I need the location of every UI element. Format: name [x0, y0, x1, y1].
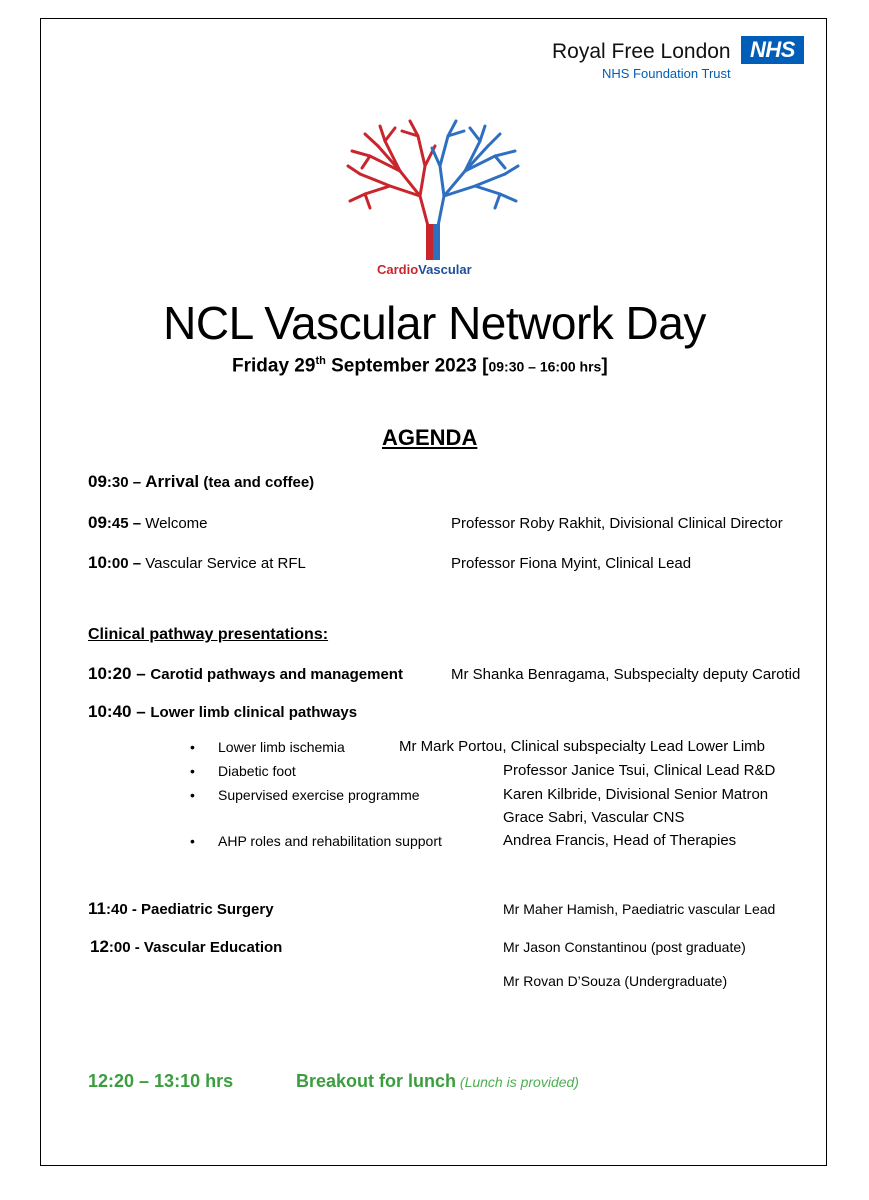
- speaker-paediatric: Mr Maher Hamish, Paediatric vascular Lead: [503, 901, 776, 917]
- heart-shaped-tree-icon: [340, 116, 526, 260]
- speaker-education-2: Mr Rovan D’Souza (Undergraduate): [503, 973, 728, 989]
- speaker-carotid: Mr Shanka Benragama, Subspecialty deputy Carotid: [451, 666, 801, 683]
- speaker-lower-limb-ischemia: Mr Mark Portou, Clinical subspecialty Lead Lower Limb: [399, 738, 765, 755]
- bullet-label: Lower limb ischemia: [218, 739, 345, 755]
- speaker-diabetic-foot: Professor Janice Tsui, Clinical Lead R&D: [503, 762, 776, 779]
- agenda-item-vascular-service: 10:00 – Vascular Service at RFL: [88, 553, 306, 572]
- trust-subtitle: NHS Foundation Trust: [602, 66, 731, 81]
- speaker-education: Mr Jason Constantinou (post graduate): [503, 939, 746, 955]
- bullet-supervised-exercise: •: [190, 787, 195, 803]
- lunch-item: Breakout for lunch (Lunch is provided): [296, 1071, 579, 1091]
- lunch-time: 12:20 – 13:10 hrs: [88, 1071, 234, 1091]
- cardiovascular-label: CardioVascular: [377, 262, 472, 277]
- bullet-label: AHP roles and rehabilitation support: [218, 833, 442, 849]
- bullet-ahp-roles: •: [190, 833, 195, 849]
- agenda-item-paediatric: 11:40 - Paediatric Surgery: [88, 899, 274, 918]
- agenda-item-arrival: 09:30 – Arrival (tea and coffee): [88, 472, 315, 491]
- bullet-label: Diabetic foot: [218, 763, 296, 779]
- speaker-supervised-exercise: Karen Kilbride, Divisional Senior Matron: [503, 786, 769, 803]
- speaker-supervised-exercise-2: Grace Sabri, Vascular CNS: [503, 809, 685, 826]
- page-title: NCL Vascular Network Day: [163, 297, 706, 349]
- agenda-heading: AGENDA: [382, 425, 478, 450]
- agenda-item-carotid: 10:20 – Carotid pathways and management: [88, 664, 403, 683]
- agenda-item-lower-limb: 10:40 – Lower limb clinical pathways: [88, 702, 358, 721]
- speaker-ahp-roles: Andrea Francis, Head of Therapies: [503, 832, 737, 849]
- speaker-vascular-service: Professor Fiona Myint, Clinical Lead: [451, 555, 692, 572]
- bullet-diabetic-foot: •: [190, 763, 195, 779]
- agenda-item-welcome: 09:45 – Welcome: [88, 513, 208, 532]
- event-date: Friday 29th September 2023 [09:30 – 16:00 hrs]: [232, 355, 608, 377]
- nhs-logo: NHS: [741, 36, 804, 64]
- trust-name: Royal Free London: [552, 40, 731, 63]
- pathway-heading: Clinical pathway presentations:: [88, 626, 329, 643]
- bullet-label: Supervised exercise programme: [218, 787, 420, 803]
- speaker-welcome: Professor Roby Rakhit, Divisional Clinical Director: [451, 515, 783, 532]
- bullet-lower-limb-ischemia: •: [190, 739, 195, 755]
- agenda-item-education: 12:00 - Vascular Education: [90, 937, 283, 956]
